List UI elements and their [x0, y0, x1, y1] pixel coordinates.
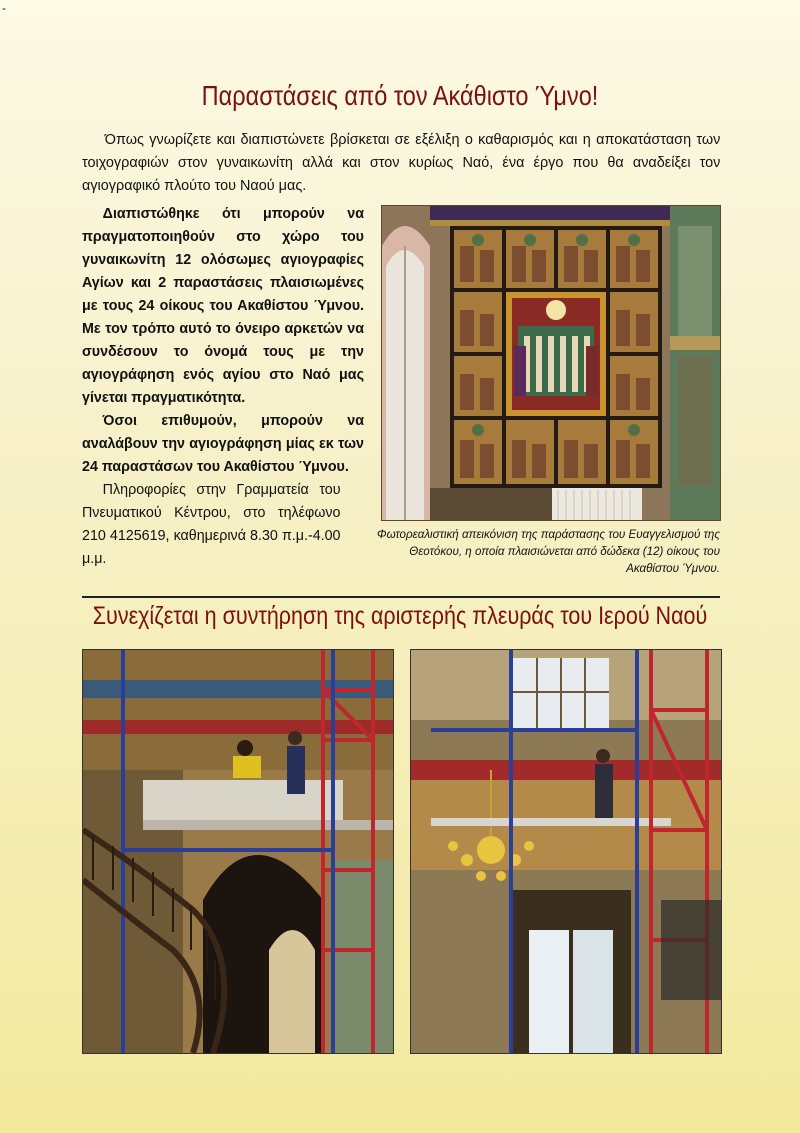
section-divider [82, 596, 720, 598]
contact-paragraph: Πληροφορίες στην Γραμματεία του Πνευματικού Κέντρου, στο τηλέφωνο 210 4125619, καθημερινά 8.30 π.μ.-4.00 μ.μ. [82, 481, 341, 567]
section-title-restoration: Συνεχίζεται η συντήρηση της αριστερής πλευράς του Ιερού Ναού [92, 602, 708, 630]
fresco-rendering-photo [381, 205, 721, 521]
text-column [82, 202, 364, 570]
intro-paragraph: Όπως γνωρίζετε και διαπιστώνετε βρίσκεται σε εξέλιξη ο καθαρισμός και η αποκατάσταση των τοιχογραφιών στον γυναικωνίτη αλλά και στον κυρίως Ναό, ένα έργο που θα αναδείξει τον αγιογραφικό πλούτο του Ναού μας. [82, 131, 721, 194]
sponsorship-paragraph: Όσοι επιθυμούν, μπορούν να αναλάβουν την αγιογράφηση μίας εκ των 24 παραστάσων του Ακαθίστου Ύμνου. [82, 412, 365, 475]
corner-mark: - [2, 1, 6, 15]
section-title-akathist: Παραστάσεις από τον Ακάθιστο Ύμνο! [201, 80, 599, 111]
hagiography-paragraph: Διαπιστώθηκε ότι μπορούν να πραγματοποιηθούν στο χώρο του γυναικωνίτη 12 ολόσωμες αγιογραφίες Αγίων και 2 παραστάσεις πλαισιωμένες με τους 24 οίκους του Ακαθίστου Ύμνου. Με τον τρόπο αυτό το όνειρο αρκετών να συνδέσουν το όνομά τους με την αγιογράφηση ενός αγίου στο Ναό μας γίνεται πραγματικότητα. [82, 205, 365, 406]
restoration-photo-left [82, 649, 394, 1054]
fresco-caption: Φωτορεαλιστική απεικόνιση της παράστασης του Ευαγγελισμού της Θεοτόκου, η οποία πλαισιώνεται από δώδεκα (12) οίκους του Ακαθίστου Ύμνου. [376, 528, 720, 575]
restoration-photo-right [410, 649, 722, 1054]
